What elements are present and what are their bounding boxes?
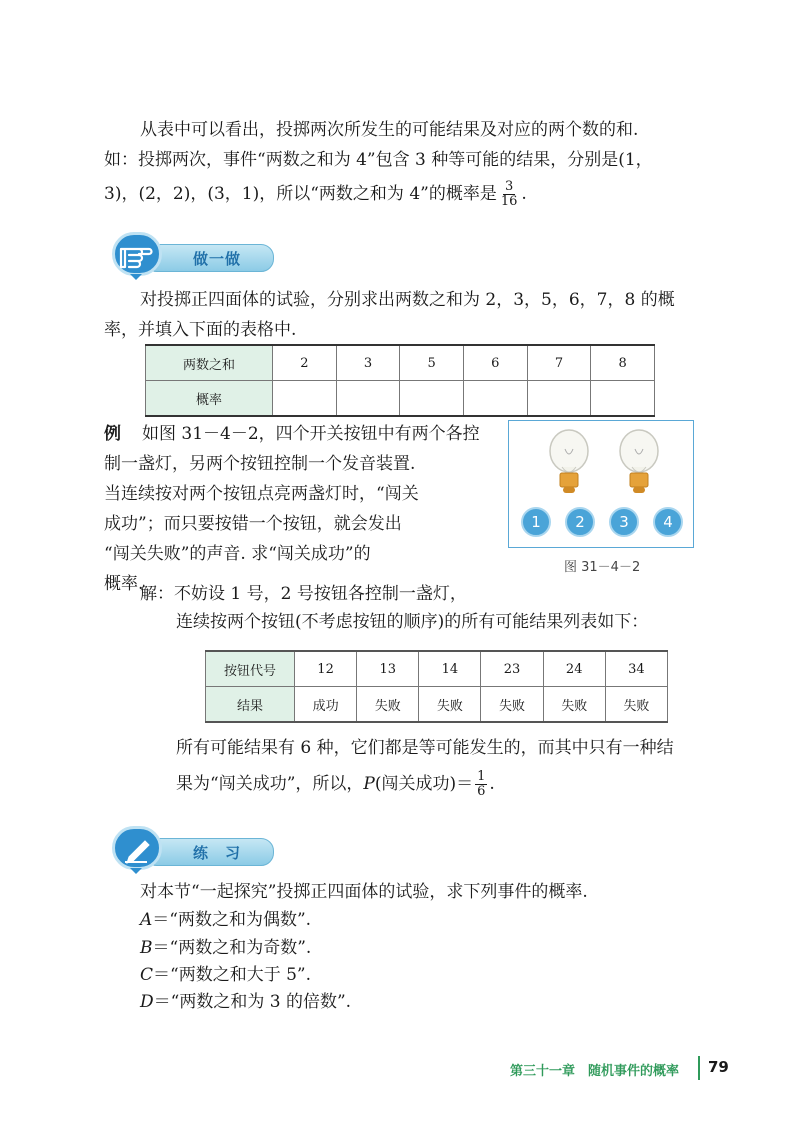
- table-cell: [527, 381, 591, 417]
- example-line: 概率.: [104, 574, 144, 594]
- intro-line-3: 3)，(2，2)，(3，1)，所以“两数之和为 4”的概率是 $\frac{3}{16}$ .: [104, 179, 527, 209]
- practice-item: C＝“两数之和大于 5”.: [140, 965, 312, 985]
- try-it-banner: [104, 232, 269, 276]
- table-cell: 34: [605, 651, 667, 687]
- table-cell: 失败: [419, 687, 481, 723]
- switch-figure: [508, 420, 694, 548]
- intro-line-1: 从表中可以看出，投掷两次所发生的可能结果及对应的两个数的和.: [140, 120, 639, 140]
- table-cell: 失败: [357, 687, 419, 723]
- table-header-cell: 按钮代号: [206, 651, 295, 687]
- switch-button-3: 3: [609, 507, 639, 537]
- table-row: [206, 687, 668, 723]
- practice-item: D＝“两数之和为 3 的倍数”.: [140, 992, 352, 1012]
- footer-divider: [698, 1056, 700, 1080]
- table-cell: 失败: [481, 687, 543, 723]
- pencil-icon: [112, 826, 162, 870]
- table-cell: [273, 381, 337, 417]
- example-line: “闯关失败”的声音. 求“闯关成功”的: [104, 544, 371, 564]
- table-header-cell: 概率: [146, 381, 273, 417]
- intro-line-2: 如：投掷两次，事件“两数之和为 4”包含 3 种等可能的结果，分别是(1，: [104, 150, 653, 170]
- table-cell: 13: [357, 651, 419, 687]
- practice-intro: 对本节“一起探究”投掷正四面体的试验，求下列事件的概率.: [140, 882, 588, 902]
- table-cell: 6: [463, 345, 527, 381]
- table-cell: 12: [295, 651, 357, 687]
- hand-icon: [112, 232, 162, 276]
- table-cell: 3: [336, 345, 400, 381]
- fraction-1-6: $\frac{1}{6}$: [477, 769, 486, 799]
- try-it-title: 做一做: [193, 250, 242, 268]
- example-tag: 例: [104, 424, 121, 444]
- practice-item: B＝“两数之和为奇数”.: [140, 938, 312, 958]
- table-cell: 23: [481, 651, 543, 687]
- example-line: 制一盏灯，另两个按钮控制一个发音装置.: [104, 454, 416, 474]
- table-cell: 24: [543, 651, 605, 687]
- table-row: [146, 381, 655, 417]
- practice-item: A＝“两数之和为偶数”.: [140, 910, 312, 930]
- table-cell: 成功: [295, 687, 357, 723]
- table-cell: 失败: [605, 687, 667, 723]
- practice-banner: [104, 826, 269, 870]
- try-it-text-1: 对投掷正四面体的试验，分别求出两数之和为 2，3，5，6，7，8 的概: [140, 290, 675, 310]
- table-cell: 2: [273, 345, 337, 381]
- table-cell: 7: [527, 345, 591, 381]
- solution-line-3: 所有可能结果有 6 种，它们都是等可能发生的，而其中只有一种结: [176, 738, 674, 758]
- table-row: [146, 345, 655, 381]
- figure-caption: 图 31－4－2: [564, 560, 641, 575]
- switch-button-4: 4: [653, 507, 683, 537]
- page-number: 79: [708, 1058, 729, 1076]
- table-cell: 14: [419, 651, 481, 687]
- table-cell: 5: [400, 345, 464, 381]
- solution-line-1: 解：不妨设 1 号，2 号按钮各控制一盏灯，: [140, 584, 467, 604]
- switch-button-2: 2: [565, 507, 595, 537]
- table-cell: 8: [591, 345, 655, 381]
- sum-probability-table: [145, 344, 655, 417]
- table-row: [206, 651, 668, 687]
- light-bulb-icon: [617, 429, 661, 501]
- example-line: 成功”；而只要按错一个按钮，就会发出: [104, 514, 402, 534]
- chapter-footer: 第三十一章 随机事件的概率: [510, 1064, 680, 1079]
- table-header-cell: 两数之和: [146, 345, 273, 381]
- solution-line-4: 果为“闯关成功”，所以，P(闯关成功)＝ $\frac{1}{6}$ .: [176, 769, 495, 799]
- switch-button-1: 1: [521, 507, 551, 537]
- fraction-3-16: $\frac{3}{16}$: [500, 179, 518, 209]
- practice-title: 练 习: [193, 844, 242, 862]
- table-cell: 失败: [543, 687, 605, 723]
- table-cell: [591, 381, 655, 417]
- table-header-cell: 结果: [206, 687, 295, 723]
- try-it-text-2: 率，并填入下面的表格中.: [104, 320, 297, 340]
- intro-line-3-text: 3)，(2，2)，(3，1)，所以“两数之和为 4”的概率是: [104, 184, 497, 204]
- table-cell: [463, 381, 527, 417]
- table-cell: [336, 381, 400, 417]
- table-cell: [400, 381, 464, 417]
- button-results-table: [205, 650, 668, 723]
- light-bulb-icon: [547, 429, 591, 501]
- solution-line-2: 连续按两个按钮(不考虑按钮的顺序)的所有可能结果列表如下：: [176, 612, 649, 632]
- example-line: 当连续按对两个按钮点亮两盏灯时，“闯关: [104, 484, 419, 504]
- example-line: 如图 31－4－2，四个开关按钮中有两个各控: [142, 424, 480, 444]
